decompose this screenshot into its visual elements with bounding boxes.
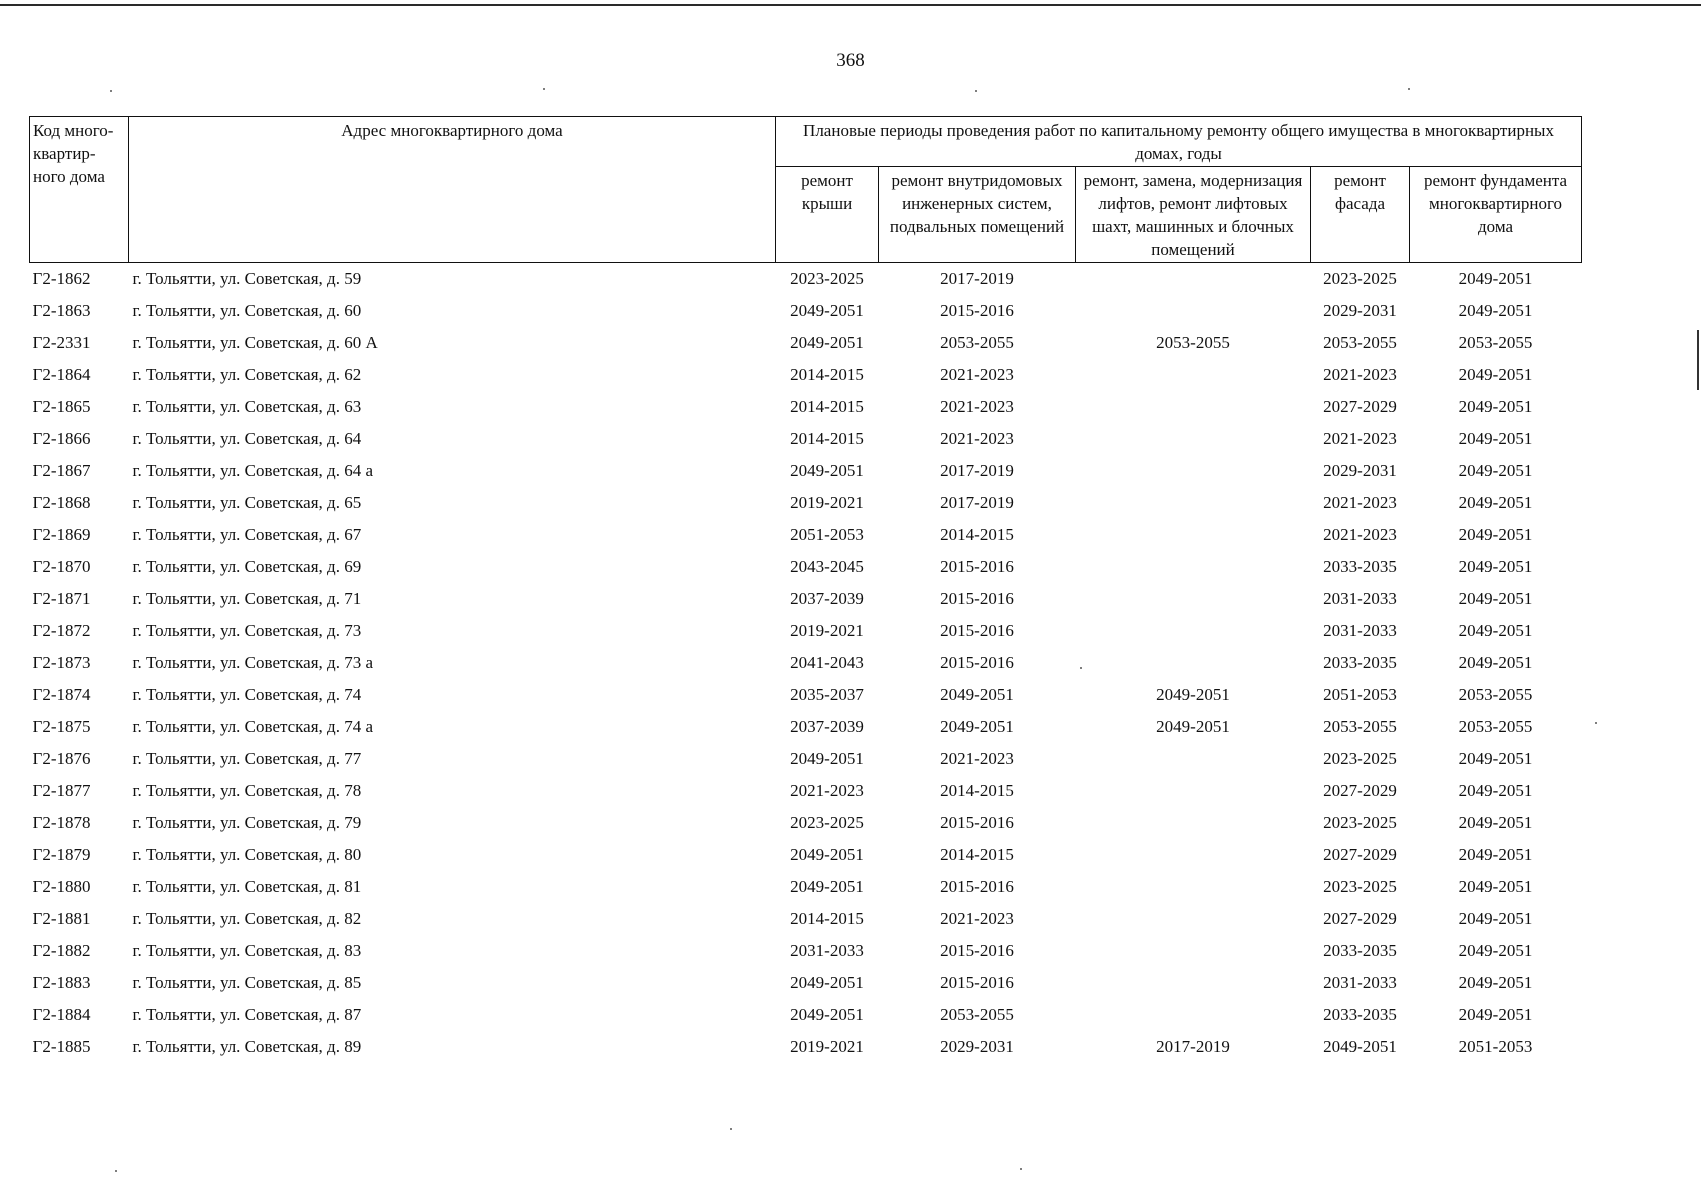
page-number: 368 <box>836 50 865 71</box>
cell-address: г. Тольятти, ул. Советская, д. 67 <box>132 525 362 544</box>
cell-roof-repair: 2049-2051 <box>790 333 864 352</box>
cell-foundation-repair: 2049-2051 <box>1458 365 1533 384</box>
cell-address: г. Тольятти, ул. Советская, д. 59 <box>132 269 362 288</box>
cell-roof-repair: 2051-2053 <box>790 525 864 544</box>
cell-engineering-repair: 2015-2016 <box>940 589 1014 608</box>
cell-code: Г2-1885 <box>32 1037 91 1056</box>
table-row <box>30 711 1582 743</box>
table-row <box>30 1031 1582 1063</box>
cell-foundation-repair: 2049-2051 <box>1458 269 1533 288</box>
cell-foundation-repair: 2051-2053 <box>1458 1037 1533 1056</box>
cell-roof-repair: 2037-2039 <box>790 717 864 736</box>
cell-roof-repair: 2037-2039 <box>790 589 864 608</box>
cell-roof-repair: 2014-2015 <box>790 909 864 928</box>
cell-roof-repair: 2019-2021 <box>790 1037 864 1056</box>
table-row <box>30 679 1582 711</box>
cell-elevator-repair: 2017-2019 <box>1156 1037 1230 1056</box>
table-row <box>30 263 1582 296</box>
cell-address: г. Тольятти, ул. Советская, д. 89 <box>132 1037 362 1056</box>
table-row <box>30 391 1582 423</box>
cell-foundation-repair: 2049-2051 <box>1458 653 1533 672</box>
scan-speckle <box>543 88 545 90</box>
cell-facade-repair: 2023-2025 <box>1323 813 1397 832</box>
cell-elevator-repair <box>1076 999 1311 1031</box>
cell-code: Г2-1862 <box>32 269 91 288</box>
cell-roof-repair: 2049-2051 <box>790 749 864 768</box>
cell-elevator-repair: 2049-2051 <box>1156 717 1230 736</box>
table-row <box>30 423 1582 455</box>
table-row <box>30 551 1582 583</box>
header-address: Адрес многоквартирного дома <box>129 117 776 263</box>
scan-speckle <box>1408 88 1410 90</box>
cell-address: г. Тольятти, ул. Советская, д. 74 а <box>132 717 373 736</box>
cell-engineering-repair: 2021-2023 <box>940 397 1014 416</box>
cell-code: Г2-1873 <box>32 653 91 672</box>
cell-facade-repair: 2027-2029 <box>1323 397 1397 416</box>
cell-foundation-repair: 2049-2051 <box>1458 941 1533 960</box>
cell-roof-repair: 2014-2015 <box>790 429 864 448</box>
table-row <box>30 487 1582 519</box>
cell-foundation-repair: 2049-2051 <box>1458 557 1533 576</box>
cell-roof-repair: 2023-2025 <box>790 269 864 288</box>
cell-address: г. Тольятти, ул. Советская, д. 69 <box>132 557 362 576</box>
cell-engineering-repair: 2021-2023 <box>940 749 1014 768</box>
cell-engineering-repair: 2015-2016 <box>940 813 1014 832</box>
cell-address: г. Тольятти, ул. Советская, д. 60 А <box>132 333 378 352</box>
cell-code: Г2-1870 <box>32 557 91 576</box>
cell-foundation-repair: 2053-2055 <box>1458 685 1533 704</box>
cell-elevator-repair <box>1076 839 1311 871</box>
scan-speckle <box>1020 1168 1022 1170</box>
cell-foundation-repair: 2049-2051 <box>1458 845 1533 864</box>
header-foundation-repair: ремонт фундамента многоквартирного дома <box>1410 167 1582 263</box>
cell-elevator-repair: 2053-2055 <box>1156 333 1230 352</box>
cell-engineering-repair: 2015-2016 <box>940 653 1014 672</box>
cell-foundation-repair: 2049-2051 <box>1458 589 1533 608</box>
cell-engineering-repair: 2014-2015 <box>940 845 1014 864</box>
cell-elevator-repair <box>1076 455 1311 487</box>
cell-code: Г2-1863 <box>32 301 91 320</box>
table-row <box>30 871 1582 903</box>
cell-facade-repair: 2033-2035 <box>1323 557 1397 576</box>
cell-address: г. Тольятти, ул. Советская, д. 64 <box>132 429 362 448</box>
table-row <box>30 295 1582 327</box>
cell-facade-repair: 2021-2023 <box>1323 525 1397 544</box>
scan-speckle <box>975 90 977 92</box>
cell-roof-repair: 2049-2051 <box>790 461 864 480</box>
cell-roof-repair: 2023-2025 <box>790 813 864 832</box>
table-row <box>30 583 1582 615</box>
cell-address: г. Тольятти, ул. Советская, д. 85 <box>132 973 362 992</box>
cell-foundation-repair: 2049-2051 <box>1458 429 1533 448</box>
cell-engineering-repair: 2021-2023 <box>940 429 1014 448</box>
cell-foundation-repair: 2049-2051 <box>1458 397 1533 416</box>
scan-speckle <box>115 1170 117 1172</box>
cell-engineering-repair: 2015-2016 <box>940 941 1014 960</box>
cell-code: Г2-1866 <box>32 429 91 448</box>
cell-elevator-repair <box>1076 583 1311 615</box>
cell-facade-repair: 2031-2033 <box>1323 973 1397 992</box>
cell-elevator-repair <box>1076 359 1311 391</box>
cell-engineering-repair: 2029-2031 <box>940 1037 1014 1056</box>
cell-address: г. Тольятти, ул. Советская, д. 65 <box>132 493 362 512</box>
cell-foundation-repair: 2049-2051 <box>1458 877 1533 896</box>
table-row <box>30 967 1582 999</box>
cell-facade-repair: 2023-2025 <box>1323 749 1397 768</box>
table-row <box>30 903 1582 935</box>
cell-facade-repair: 2031-2033 <box>1323 589 1397 608</box>
cell-facade-repair: 2021-2023 <box>1323 429 1397 448</box>
table-row <box>30 839 1582 871</box>
cell-address: г. Тольятти, ул. Советская, д. 73 а <box>132 653 373 672</box>
table-body <box>30 263 1582 1064</box>
cell-facade-repair: 2033-2035 <box>1323 1005 1397 1024</box>
cell-roof-repair: 2014-2015 <box>790 397 864 416</box>
scan-border-line <box>0 4 1701 6</box>
cell-address: г. Тольятти, ул. Советская, д. 82 <box>132 909 362 928</box>
table-row <box>30 807 1582 839</box>
cell-code: Г2-1864 <box>32 365 91 384</box>
cell-engineering-repair: 2015-2016 <box>940 621 1014 640</box>
cell-facade-repair: 2027-2029 <box>1323 909 1397 928</box>
cell-roof-repair: 2049-2051 <box>790 877 864 896</box>
cell-facade-repair: 2049-2051 <box>1323 1037 1397 1056</box>
cell-code: Г2-1872 <box>32 621 91 640</box>
cell-engineering-repair: 2021-2023 <box>940 365 1014 384</box>
cell-facade-repair: 2033-2035 <box>1323 653 1397 672</box>
cell-address: г. Тольятти, ул. Советская, д. 74 <box>132 685 362 704</box>
cell-facade-repair: 2021-2023 <box>1323 365 1397 384</box>
table-row <box>30 327 1582 359</box>
table-row <box>30 775 1582 807</box>
cell-facade-repair: 2027-2029 <box>1323 781 1397 800</box>
cell-engineering-repair: 2015-2016 <box>940 557 1014 576</box>
cell-elevator-repair <box>1076 647 1311 679</box>
scan-speckle <box>110 90 112 92</box>
cell-address: г. Тольятти, ул. Советская, д. 87 <box>132 1005 362 1024</box>
cell-roof-repair: 2041-2043 <box>790 653 864 672</box>
cell-engineering-repair: 2049-2051 <box>940 685 1014 704</box>
cell-foundation-repair: 2049-2051 <box>1458 813 1533 832</box>
cell-code: Г2-1877 <box>32 781 91 800</box>
cell-elevator-repair <box>1076 551 1311 583</box>
cell-address: г. Тольятти, ул. Советская, д. 63 <box>132 397 362 416</box>
cell-elevator-repair <box>1076 743 1311 775</box>
cell-elevator-repair <box>1076 519 1311 551</box>
header-elevator-repair: ремонт, замена, модернизация лифтов, ремонт лифтовых шахт, машинных и блочных помещений <box>1076 167 1311 263</box>
cell-code: Г2-1867 <box>32 461 91 480</box>
capital-repair-table <box>29 116 1582 1063</box>
cell-code: Г2-1871 <box>32 589 91 608</box>
cell-code: Г2-1874 <box>32 685 91 704</box>
cell-roof-repair: 2035-2037 <box>790 685 864 704</box>
cell-foundation-repair: 2049-2051 <box>1458 525 1533 544</box>
table-row <box>30 743 1582 775</box>
cell-elevator-repair <box>1076 391 1311 423</box>
cell-roof-repair: 2014-2015 <box>790 365 864 384</box>
cell-engineering-repair: 2014-2015 <box>940 781 1014 800</box>
cell-facade-repair: 2023-2025 <box>1323 877 1397 896</box>
table-row <box>30 999 1582 1031</box>
header-facade-repair: ремонт фасада <box>1311 167 1410 263</box>
cell-facade-repair: 2021-2023 <box>1323 493 1397 512</box>
scan-speckle <box>730 1128 732 1130</box>
header-roof-repair: ремонт крыши <box>776 167 879 263</box>
cell-code: Г2-1876 <box>32 749 91 768</box>
cell-foundation-repair: 2049-2051 <box>1458 461 1533 480</box>
scan-speckle <box>1595 722 1597 724</box>
cell-code: Г2-1883 <box>32 973 91 992</box>
cell-facade-repair: 2053-2055 <box>1323 333 1397 352</box>
cell-engineering-repair: 2017-2019 <box>940 461 1014 480</box>
cell-roof-repair: 2019-2021 <box>790 621 864 640</box>
cell-foundation-repair: 2049-2051 <box>1458 909 1533 928</box>
cell-address: г. Тольятти, ул. Советская, д. 83 <box>132 941 362 960</box>
table-row <box>30 647 1582 679</box>
cell-engineering-repair: 2021-2023 <box>940 909 1014 928</box>
table-row <box>30 455 1582 487</box>
cell-facade-repair: 2051-2053 <box>1323 685 1397 704</box>
cell-engineering-repair: 2014-2015 <box>940 525 1014 544</box>
cell-elevator-repair <box>1076 807 1311 839</box>
cell-foundation-repair: 2053-2055 <box>1458 333 1533 352</box>
scan-edge-mark <box>1697 330 1699 390</box>
cell-elevator-repair <box>1076 775 1311 807</box>
cell-facade-repair: 2029-2031 <box>1323 461 1397 480</box>
cell-code: Г2-1884 <box>32 1005 91 1024</box>
cell-code: Г2-1875 <box>32 717 91 736</box>
cell-roof-repair: 2043-2045 <box>790 557 864 576</box>
cell-facade-repair: 2023-2025 <box>1323 269 1397 288</box>
cell-facade-repair: 2027-2029 <box>1323 845 1397 864</box>
cell-foundation-repair: 2049-2051 <box>1458 493 1533 512</box>
cell-address: г. Тольятти, ул. Советская, д. 78 <box>132 781 362 800</box>
cell-facade-repair: 2031-2033 <box>1323 621 1397 640</box>
cell-engineering-repair: 2017-2019 <box>940 269 1014 288</box>
cell-engineering-repair: 2053-2055 <box>940 1005 1014 1024</box>
cell-engineering-repair: 2015-2016 <box>940 877 1014 896</box>
cell-foundation-repair: 2049-2051 <box>1458 749 1533 768</box>
cell-code: Г2-1882 <box>32 941 91 960</box>
cell-address: г. Тольятти, ул. Советская, д. 64 а <box>132 461 373 480</box>
cell-code: Г2-1880 <box>32 877 91 896</box>
cell-elevator-repair <box>1076 903 1311 935</box>
cell-roof-repair: 2031-2033 <box>790 941 864 960</box>
cell-address: г. Тольятти, ул. Советская, д. 62 <box>132 365 362 384</box>
cell-engineering-repair: 2049-2051 <box>940 717 1014 736</box>
table-row <box>30 359 1582 391</box>
table-row <box>30 935 1582 967</box>
cell-elevator-repair <box>1076 263 1311 296</box>
cell-address: г. Тольятти, ул. Советская, д. 80 <box>132 845 362 864</box>
cell-elevator-repair <box>1076 487 1311 519</box>
cell-address: г. Тольятти, ул. Советская, д. 77 <box>132 749 362 768</box>
cell-foundation-repair: 2053-2055 <box>1458 717 1533 736</box>
header-planned-periods: Плановые периоды проведения работ по капитальному ремонту общего имущества в многоквартирных домах, годы <box>776 117 1582 167</box>
cell-foundation-repair: 2049-2051 <box>1458 1005 1533 1024</box>
table-row <box>30 519 1582 551</box>
table-row <box>30 615 1582 647</box>
cell-engineering-repair: 2017-2019 <box>940 493 1014 512</box>
cell-address: г. Тольятти, ул. Советская, д. 71 <box>132 589 362 608</box>
cell-foundation-repair: 2049-2051 <box>1458 301 1533 320</box>
cell-elevator-repair <box>1076 423 1311 455</box>
cell-elevator-repair <box>1076 295 1311 327</box>
cell-engineering-repair: 2015-2016 <box>940 973 1014 992</box>
cell-facade-repair: 2033-2035 <box>1323 941 1397 960</box>
cell-address: г. Тольятти, ул. Советская, д. 79 <box>132 813 362 832</box>
cell-code: Г2-1868 <box>32 493 91 512</box>
cell-code: Г2-1879 <box>32 845 91 864</box>
cell-elevator-repair <box>1076 615 1311 647</box>
cell-address: г. Тольятти, ул. Советская, д. 60 <box>132 301 362 320</box>
cell-code: Г2-1865 <box>32 397 91 416</box>
cell-engineering-repair: 2053-2055 <box>940 333 1014 352</box>
cell-roof-repair: 2049-2051 <box>790 301 864 320</box>
cell-facade-repair: 2053-2055 <box>1323 717 1397 736</box>
cell-engineering-repair: 2015-2016 <box>940 301 1014 320</box>
cell-code: Г2-2331 <box>32 333 91 352</box>
cell-address: г. Тольятти, ул. Советская, д. 73 <box>132 621 362 640</box>
cell-code: Г2-1878 <box>32 813 91 832</box>
cell-roof-repair: 2049-2051 <box>790 973 864 992</box>
cell-elevator-repair <box>1076 871 1311 903</box>
cell-elevator-repair <box>1076 935 1311 967</box>
cell-code: Г2-1869 <box>32 525 91 544</box>
cell-roof-repair: 2021-2023 <box>790 781 864 800</box>
cell-roof-repair: 2049-2051 <box>790 845 864 864</box>
cell-roof-repair: 2019-2021 <box>790 493 864 512</box>
cell-roof-repair: 2049-2051 <box>790 1005 864 1024</box>
cell-foundation-repair: 2049-2051 <box>1458 781 1533 800</box>
header-code: Код много-квартир-ного дома <box>30 117 129 263</box>
cell-elevator-repair: 2049-2051 <box>1156 685 1230 704</box>
cell-foundation-repair: 2049-2051 <box>1458 621 1533 640</box>
cell-facade-repair: 2029-2031 <box>1323 301 1397 320</box>
header-engineering-repair: ремонт внутридомовых инженерных систем, подвальных помещений <box>879 167 1076 263</box>
cell-address: г. Тольятти, ул. Советская, д. 81 <box>132 877 362 896</box>
cell-code: Г2-1881 <box>32 909 91 928</box>
cell-elevator-repair <box>1076 967 1311 999</box>
cell-foundation-repair: 2049-2051 <box>1458 973 1533 992</box>
